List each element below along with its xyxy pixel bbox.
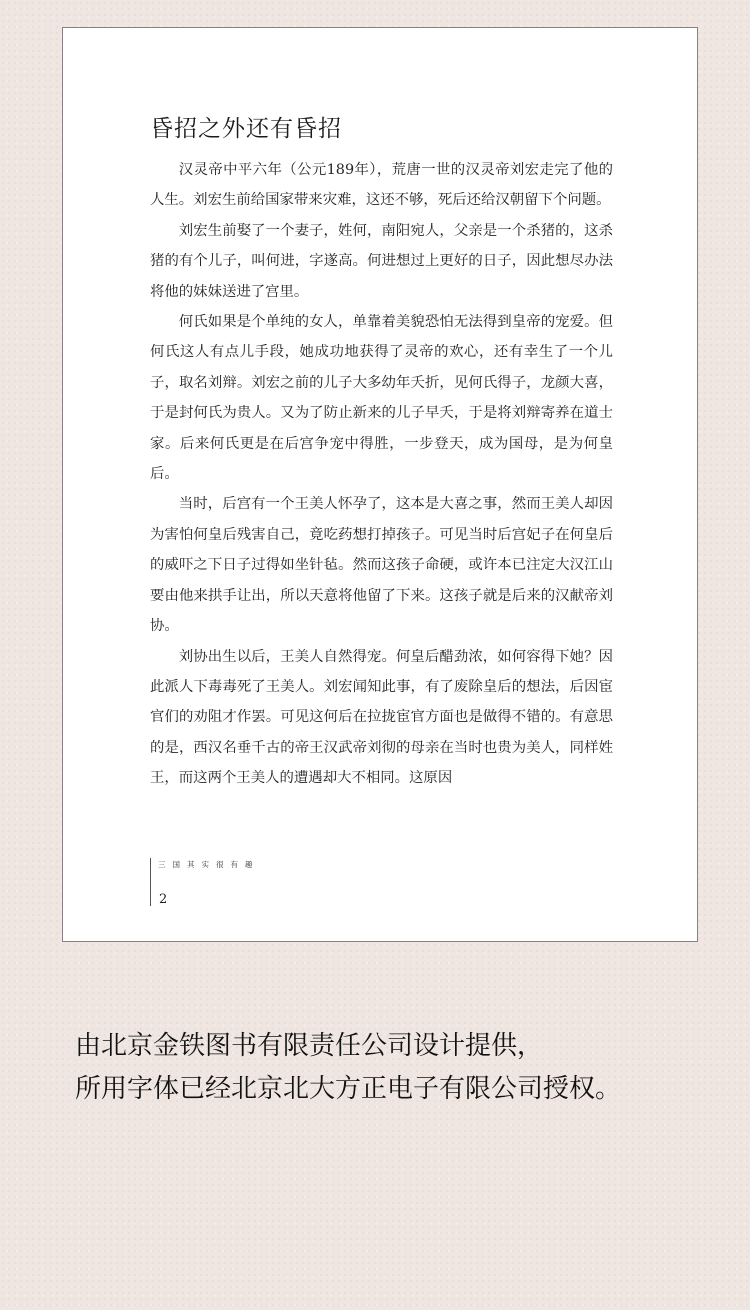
- chapter-title: 昏招之外还有昏招: [150, 116, 342, 142]
- running-footer-book-name: 三国其实很有趣: [158, 860, 260, 869]
- credit-line-1: 由北京金铁图书有限责任公司设计提供，: [75, 1031, 544, 1061]
- credits: [75, 1025, 715, 1111]
- paragraph-2: 刘宏生前娶了一个妻子，姓何，南阳宛人，父亲是一个杀猪的，这杀猪的有个儿子，叫何进，字遂高。何进想过上更好的日子，因此想尽办法将他的妹妹送进了宫里。: [150, 222, 613, 300]
- paragraph-4: 当时，后宫有一个王美人怀孕了，这本是大喜之事，然而王美人却因为害怕何皇后残害自己，竟吃药想打掉孩子。可见当时后宫妃子在何皇后的威吓之下日子过得如坐针毡。然而这孩子命硬，或许本已注定大汉江山要由他来拱手让出，所以天意将他留了下来。这孩子就是后来的汉献帝刘协。: [150, 496, 613, 635]
- page-number: 2: [159, 892, 168, 907]
- paragraph-3: 何氏如果是个单纯的女人，单靠着美貌恐怕无法得到皇帝的宠爱。但何氏这人有点儿手段，她成功地获得了灵帝的欢心，还有幸生了一个儿子，取名刘辩。刘宏之前的儿子大多幼年夭折，见何氏得子，龙颜大喜，于是封何氏为贵人。又为了防止新来的儿子早夭，于是将刘辩寄养在道士家。后来何氏更是在后宫争宠中得胜，一步登天，成为国母，是为何皇后。: [150, 314, 613, 483]
- paragraph-5: 刘协出生以后，王美人自然得宠。何皇后醋劲浓，如何容得下她？因此派人下毒毒死了王美人。刘宏闻知此事，有了废除皇后的想法，后因宦官们的劝阻才作罢。可见这何后在拉拢宦官方面也是做得不错的。有意思的是，西汉名垂千古的帝王汉武帝刘彻的母亲在当时也贵为美人，同样姓王，而这两个王美人的遭遇却大不相同。这原因: [150, 648, 613, 787]
- body-text: [150, 155, 613, 794]
- paragraph-1: 汉灵帝中平六年（公元189年），荒唐一世的汉灵帝刘宏走完了他的人生。刘宏生前给国家带来灾难，这还不够，死后还给汉朝留下个问题。: [150, 162, 613, 209]
- book-page: [62, 27, 698, 942]
- credit-line-2: 所用字体已经北京北大方正电子有限公司授权。: [75, 1074, 622, 1104]
- footer-divider: [150, 858, 151, 906]
